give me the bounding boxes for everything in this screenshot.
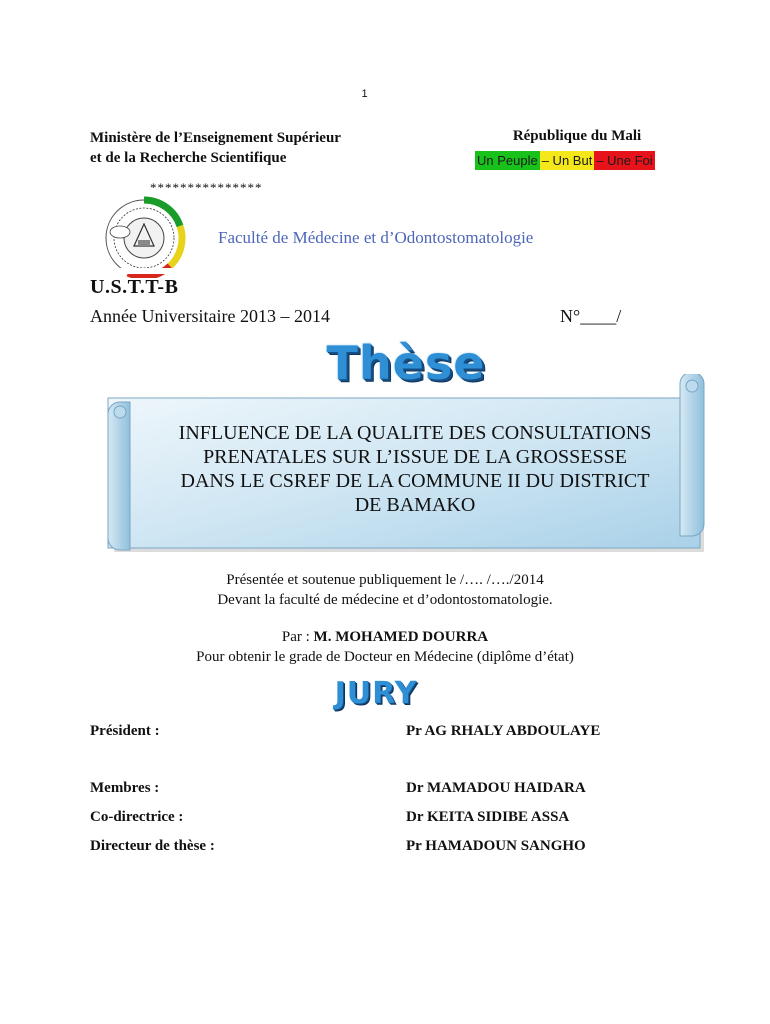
presentation-line-2: Devant la faculté de médecine et d’odontostomatologie.: [217, 592, 553, 608]
thesis-title-line-1: INFLUENCE DE LA QUALITE DES CONSULTATIONS: [178, 422, 652, 444]
university-seal-logo: [88, 196, 214, 278]
thesis-title-line-4: DE BAMAKO: [354, 494, 476, 516]
these-heading: Thèse: [326, 336, 486, 390]
republic-motto: [475, 151, 655, 170]
motto-part-3: – Une Foi: [596, 153, 653, 168]
jury-role-co-director: Co-directrice :: [90, 809, 184, 825]
presentation-details: [0, 570, 770, 610]
faculty-name: Faculté de Médecine et d’Odontostomatologie: [218, 228, 534, 247]
ministry-heading: [90, 128, 341, 168]
page-number: 1: [361, 88, 368, 100]
degree-line: Pour obtenir le grade de Docteur en Médecine (diplôme d’état): [196, 649, 574, 665]
author-prefix: Par :: [281, 629, 314, 645]
ministry-line-2: et de la Recherche Scientifique: [90, 150, 287, 166]
jury-role-director: Directeur de thèse :: [90, 838, 215, 854]
republic-name: République du Mali: [512, 128, 642, 144]
jury-heading: JURY: [334, 676, 418, 711]
jury-name-president: Pr AG RHALY ABDOULAYE: [406, 723, 601, 739]
jury-name-co-director: Dr KEITA SIDIBE ASSA: [406, 809, 570, 825]
motto-part-2: – Un But: [541, 153, 593, 168]
jury-role-members: Membres :: [90, 780, 160, 796]
academic-year: Année Universitaire 2013 – 2014: [90, 306, 330, 326]
thesis-number: N°____/: [560, 306, 622, 326]
university-abbreviation: U.S.T.T-B: [90, 276, 179, 298]
thesis-title: [130, 421, 700, 517]
author-line: [0, 627, 770, 647]
motto-part-1: Un Peuple: [477, 153, 538, 168]
author-name: M. MOHAMED DOURRA: [313, 629, 489, 645]
jury-name-director: Pr HAMADOUN SANGHO: [406, 838, 586, 854]
thesis-title-line-2: PRENATALES SUR L’ISSUE DE LA GROSSESSE: [203, 446, 627, 468]
presentation-line-1: Présentée et soutenue publiquement le /…. /…./2014: [226, 572, 544, 588]
separator-stars: ***************: [150, 180, 263, 195]
jury-name-members: Dr MAMADOU HAIDARA: [406, 780, 586, 796]
author-block: [0, 627, 770, 667]
jury-role-president: Président :: [90, 723, 160, 739]
thesis-title-line-3: DANS LE CSREF DE LA COMMUNE II DU DISTRICT: [180, 470, 650, 492]
ministry-line-1: Ministère de l’Enseignement Supérieur: [90, 130, 341, 146]
